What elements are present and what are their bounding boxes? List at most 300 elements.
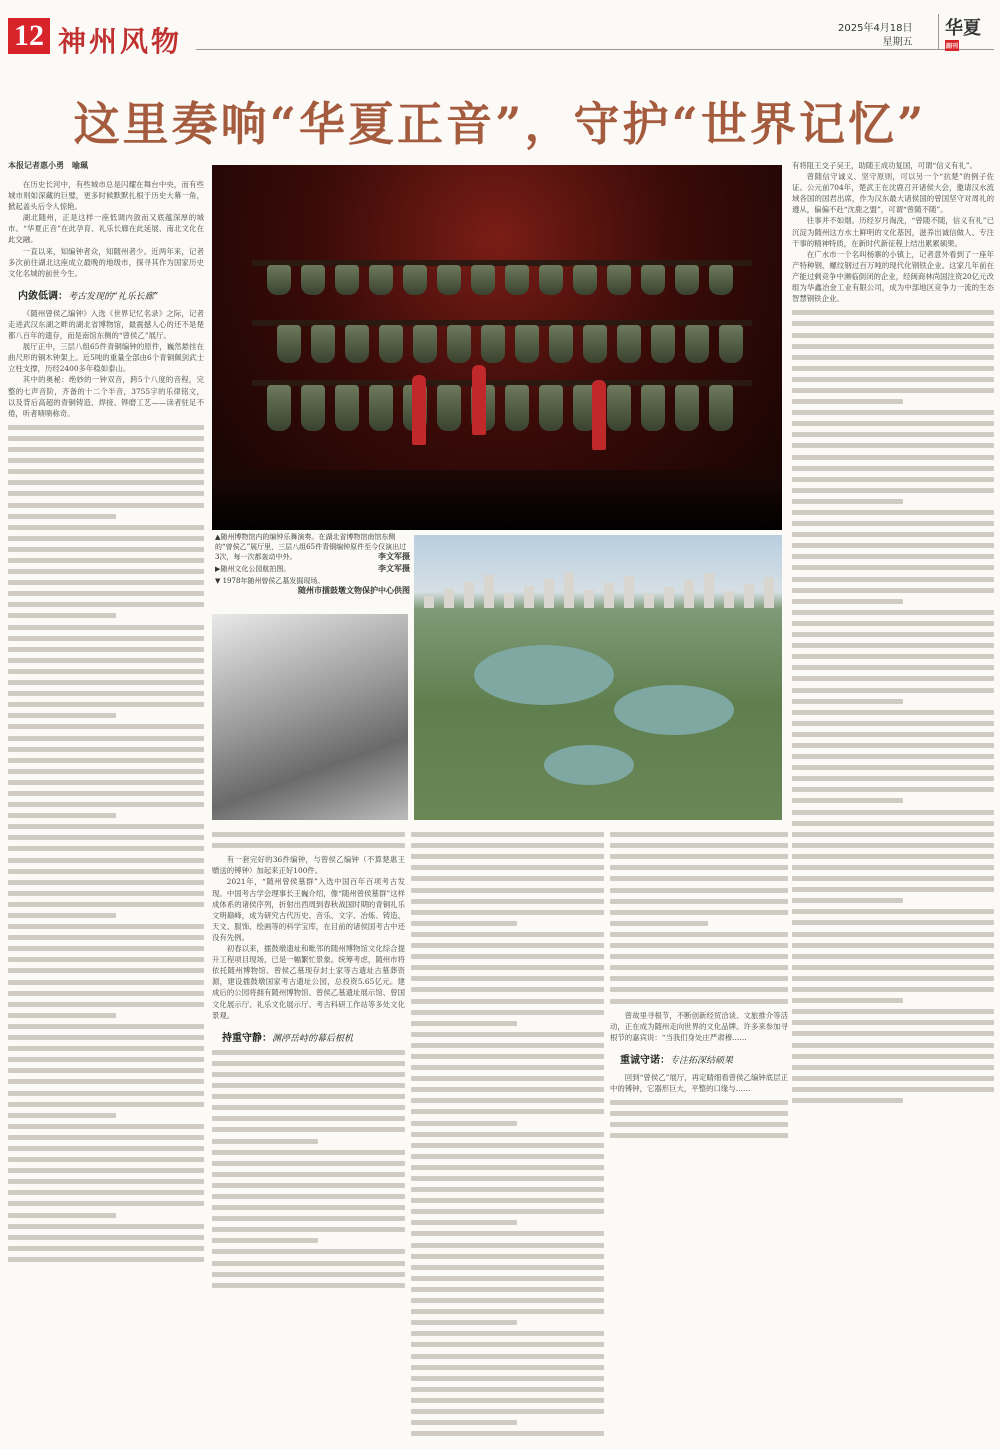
column-right [792, 160, 994, 1109]
text-line [792, 499, 903, 504]
text-line [610, 976, 788, 981]
body-text [212, 832, 405, 848]
bronze-bell [471, 265, 495, 295]
text-line [792, 377, 994, 382]
bronze-bell [515, 325, 539, 363]
bronze-bell [301, 265, 325, 295]
text-line [212, 1094, 405, 1099]
text-line [411, 932, 604, 937]
body-text [610, 832, 788, 1003]
text-line [212, 1150, 405, 1155]
text-line [610, 1111, 788, 1116]
text-line [8, 625, 204, 630]
text-line [411, 1331, 604, 1336]
text-line [411, 1220, 517, 1225]
text-line [411, 1065, 604, 1070]
text-line [411, 1165, 604, 1170]
text-line [411, 865, 604, 870]
caption-block [215, 576, 410, 596]
text-line [792, 1009, 994, 1014]
text-line [411, 1087, 604, 1092]
caption: ▶随州文化公园航拍图。 [215, 565, 291, 573]
text-line [411, 1187, 604, 1192]
bronze-bell [345, 325, 369, 363]
building [744, 584, 754, 608]
body-text-continued [792, 310, 994, 1103]
text-line [8, 869, 204, 874]
text-line [411, 1298, 604, 1303]
bronze-bell [335, 265, 359, 295]
text-line [610, 965, 788, 970]
text-line [212, 1083, 405, 1088]
text-line [8, 1235, 204, 1240]
building [664, 587, 674, 608]
building [504, 593, 514, 608]
text-line [8, 880, 204, 885]
text-line [411, 1043, 604, 1048]
text-line [212, 1227, 405, 1232]
column-mid-1 [212, 826, 405, 1294]
text-line [792, 909, 994, 914]
headline: 这里奏响“华夏正音”，守护“世界记忆” [73, 97, 927, 151]
text-line [610, 888, 788, 893]
photo-credit: 李文军摄 [378, 564, 410, 573]
bronze-bell [505, 385, 529, 431]
photo-credit: 随州市擂鼓墩文物保护中心供图 [298, 586, 410, 595]
text-line [8, 1068, 204, 1073]
text-line [8, 458, 204, 463]
text-line [792, 643, 994, 648]
intro-paragraph: 湖北随州，正是这样一座低调内敛而又底蕴深厚的城市。“华夏正音”在此孕育、礼乐长廊在此延展、南北文化在此交融。 [8, 213, 204, 245]
text-line [8, 613, 116, 618]
text-line [792, 821, 994, 826]
text-line [792, 887, 994, 892]
text-line [8, 824, 204, 829]
logo-text: 华夏 [945, 18, 981, 39]
text-line [792, 421, 994, 426]
text-line [8, 1113, 116, 1118]
text-line [792, 920, 994, 925]
text-line [792, 765, 994, 770]
text-line [8, 946, 204, 951]
text-line [792, 976, 994, 981]
body-paragraph: 曾随信守诚义、坚守原则，可以另一个“抗楚”的例子佐证。公元前704年，楚武王在沈鹿召开诸侯大会，邀请汉水流域各国的国君出席，作为汉东最大诸侯国的曾国坚守对周礼的遵从，偏偏不赴“沈鹿之盟”，可谓“曾随不随”。 [792, 172, 994, 215]
bronze-bell [583, 325, 607, 363]
text-line [792, 676, 994, 681]
text-line [610, 987, 788, 992]
text-line [411, 987, 604, 992]
body-paragraph: 曾故里寻根节，不断创新经贸洽谈、文旅推介等活动，正在成为随州走向世界的文化品牌。许多来参加寻根节的嘉宾说：“当我们身处庄严肃穆…… [610, 1010, 788, 1042]
bronze-bell [573, 265, 597, 295]
bronze-bell [641, 265, 665, 295]
text-line [792, 333, 994, 338]
text-line [8, 1257, 204, 1262]
building [624, 576, 634, 608]
text-line [792, 510, 994, 515]
text-line [792, 477, 994, 482]
building [544, 579, 554, 608]
bronze-bell [709, 265, 733, 295]
text-line [792, 743, 994, 748]
bronze-bell [267, 385, 291, 431]
text-line [411, 1309, 604, 1314]
body-paragraph: 有将阻王交子吴王，助随王成功复国，可谓“信义有礼”。 [792, 161, 977, 170]
text-line [8, 480, 204, 485]
aerial-park-photo [414, 535, 782, 820]
text-line [792, 1087, 994, 1092]
text-line [610, 921, 708, 926]
text-line [792, 776, 994, 781]
text-line [8, 647, 204, 652]
text-line [8, 713, 116, 718]
text-line [8, 991, 204, 996]
bronze-bell [539, 385, 563, 431]
text-line [792, 621, 994, 626]
body-text [212, 1050, 405, 1288]
text-line [8, 469, 204, 474]
photo-captions [215, 532, 410, 598]
text-line [792, 599, 903, 604]
text-line [212, 1272, 405, 1277]
bronze-bell [301, 385, 325, 431]
text-line [8, 1157, 204, 1162]
text-line [610, 910, 788, 915]
performer [472, 365, 486, 435]
text-line [792, 699, 903, 704]
bronze-bell [413, 325, 437, 363]
text-line [792, 1065, 994, 1070]
bronze-bell [675, 385, 699, 431]
text-line [212, 1072, 405, 1077]
text-line [212, 1194, 405, 1199]
text-line [792, 854, 994, 859]
text-line [792, 710, 994, 715]
text-line [792, 344, 994, 349]
text-line [411, 1420, 517, 1425]
text-line [792, 943, 994, 948]
text-line [8, 514, 116, 519]
text-line [792, 1076, 994, 1081]
text-line [212, 1283, 405, 1288]
performer [592, 380, 606, 450]
text-line [792, 898, 903, 903]
bronze-bell [437, 385, 461, 431]
subhead-1: 内敛低调：考古发现的“礼乐长廊” [18, 290, 159, 302]
text-line [411, 843, 604, 848]
text-line [792, 1043, 994, 1048]
text-line [792, 998, 903, 1003]
text-line [8, 791, 204, 796]
text-line [8, 436, 204, 441]
text-line [8, 1002, 204, 1007]
text-line [792, 399, 903, 404]
building [564, 572, 574, 608]
text-line [8, 658, 204, 663]
text-line [411, 954, 604, 959]
logo-tag: 副刊 [945, 40, 959, 51]
section-title: 神州风物 [58, 25, 183, 58]
photo-credit: 李文军摄 [378, 552, 410, 561]
bronze-bell [685, 325, 709, 363]
text-line [792, 1031, 994, 1036]
body-paragraph: 2021年，“随州曾侯墓群”入选中国百年百项考古发现。中国考古学会理事长王巍介绍，像“随州曾侯墓群”这样成体系的诸侯序列，折射出西周到春秋战国时期的青铜礼乐文明巅峰，成为研究古代历史、音乐、文字、冶炼、铸造、天文、服饰、绘画等的科学宝库，在目前的诸侯国考古中还没有先例。 [212, 877, 405, 942]
text-line [212, 1205, 405, 1210]
body-text-continued [8, 425, 204, 1262]
text-line [212, 1249, 405, 1254]
bronze-bell [675, 265, 699, 295]
text-line [792, 632, 994, 637]
text-line [411, 1132, 604, 1137]
text-line [792, 876, 994, 881]
text-line [8, 691, 204, 696]
text-line [792, 832, 994, 837]
text-line [792, 355, 994, 360]
text-line [411, 1032, 604, 1037]
bronze-bell [437, 265, 461, 295]
bronze-bell [369, 385, 393, 431]
masthead-logo [938, 14, 994, 50]
text-line [411, 1354, 604, 1359]
body-paragraph: 初春以来，擂鼓墩遗址和毗邻的随州博物馆文化综合提升工程项目现场，已是一幅繁忙景象。统筹考虑，随州市将依托随州博物馆、曾侯乙墓现存封土家等古遗址古墓葬资源，建设擂鼓墩国家考古遗址公园，总投资5.65亿元。建成后的公园将拥有随州博物馆、曾侯乙墓遗址展示馆、曾国文化展示厅、礼乐文化展示厅、考古科研工作站等多处文化景观。 [212, 944, 405, 1020]
body-paragraph: 展厅正中，三层八组65件青铜编钟的原件，巍然悬挂在曲尺形的铜木钟架上。近5吨的重量全部由6个青铜佩剑武士立柱支撑，历经2400多年稳如泰山。 [8, 342, 204, 374]
text-line [792, 321, 994, 326]
text-line [411, 1021, 517, 1026]
text-line [792, 1054, 994, 1059]
text-line [411, 1209, 604, 1214]
text-line [8, 780, 204, 785]
text-line [792, 721, 994, 726]
text-line [792, 432, 994, 437]
text-line [8, 591, 204, 596]
bronze-bell [277, 325, 301, 363]
text-line [610, 1100, 788, 1105]
body-paragraph: 在广水市一个名叫杨寨的小镇上，记者意外看到了一座年产特种钢、螺纹钢过百万吨的现代化钢铁企业。这家几年前在产能过剩竞争中濒临倒闭的企业，经闽商林尚国注资20亿元改组为华鑫冶金工业有限公司，成为中部地区竞争力一流的生态智慧钢铁企业。 [792, 249, 994, 304]
text-line [212, 1061, 405, 1066]
text-line [411, 1376, 604, 1381]
text-line [8, 702, 204, 707]
text-line [411, 1365, 604, 1370]
building [724, 591, 734, 608]
text-line [411, 1231, 604, 1236]
bronze-bell [481, 325, 505, 363]
text-line [8, 525, 204, 530]
text-line [212, 1116, 405, 1121]
text-line [411, 910, 604, 915]
body-paragraph: 有一套完好的36件编钟，与曾侯乙编钟（不算楚惠王赠送的镈钟）加起来正好100件。 [212, 855, 405, 876]
text-line [8, 547, 204, 552]
text-line [8, 680, 204, 685]
text-line [792, 754, 994, 759]
text-line [8, 1079, 204, 1084]
text-line [8, 724, 204, 729]
text-line [411, 1054, 604, 1059]
text-line [411, 1431, 604, 1436]
column-mid-2 [411, 826, 604, 1442]
text-line [411, 1287, 604, 1292]
text-line [8, 425, 204, 430]
text-line [8, 924, 204, 929]
text-line [411, 1176, 604, 1181]
text-line [792, 843, 994, 848]
text-line [212, 1261, 405, 1266]
text-line [792, 554, 994, 559]
text-line [212, 1139, 318, 1144]
text-line [8, 747, 204, 752]
text-line [411, 1010, 604, 1015]
text-line [792, 987, 994, 992]
text-line [8, 913, 116, 918]
caption-block [215, 532, 410, 562]
building [644, 594, 654, 608]
column-mid-3 [610, 826, 788, 1145]
bronze-bell [651, 325, 675, 363]
text-line [8, 846, 204, 851]
text-line [8, 802, 204, 807]
text-line [8, 569, 204, 574]
text-line [8, 980, 204, 985]
text-line [8, 736, 204, 741]
text-line [212, 1127, 405, 1132]
text-line [792, 865, 994, 870]
text-line [411, 1109, 604, 1114]
text-line [8, 1201, 204, 1206]
text-line [8, 503, 204, 508]
text-line [411, 1154, 604, 1159]
text-line [792, 532, 994, 537]
issue-date [838, 22, 913, 50]
bronze-bell [335, 385, 359, 431]
text-line [212, 1183, 405, 1188]
bronze-bell [447, 325, 471, 363]
lake [544, 745, 634, 785]
text-line [212, 1172, 405, 1177]
text-line [610, 876, 788, 881]
text-line [8, 957, 204, 962]
text-line [610, 899, 788, 904]
text-line [411, 832, 604, 837]
text-line [8, 1190, 204, 1195]
building [424, 596, 434, 608]
building [444, 589, 454, 608]
caption: ▼ 1978年随州曾侯乙墓发掘现场。 [215, 577, 325, 585]
text-line [792, 688, 994, 693]
text-line [8, 1013, 116, 1018]
text-line [8, 1091, 204, 1096]
text-line [8, 636, 204, 641]
text-line [8, 935, 204, 940]
bronze-bell [267, 265, 291, 295]
text-line [792, 410, 994, 415]
text-line [610, 932, 788, 937]
column-left [8, 160, 204, 1268]
text-line [411, 1076, 604, 1081]
text-line [411, 1198, 604, 1203]
text-line [792, 443, 994, 448]
text-line [610, 999, 788, 1004]
text-line [8, 669, 204, 674]
text-line [792, 310, 994, 315]
text-line [610, 854, 788, 859]
text-line [411, 1143, 604, 1148]
text-line [212, 1161, 405, 1166]
text-line [610, 843, 788, 848]
bronze-bell [505, 265, 529, 295]
text-line [411, 1265, 604, 1270]
bronze-bell [403, 265, 427, 295]
text-line [792, 654, 994, 659]
text-line [792, 732, 994, 737]
text-line [792, 455, 994, 460]
bronze-bell [719, 325, 743, 363]
body-paragraph: 《随州曾侯乙编钟》入选《世界记忆名录》之际，记者走进武汉东湖之畔的湖北省博物馆，最震撼人心的还不是楚都八百年的遗存，而是南馆东侧的“曾侯乙”展厅。 [8, 308, 204, 341]
subhead-2: 持重守静：渊渟岳峙的幕后根机 [222, 1032, 354, 1044]
lake [474, 645, 614, 705]
text-line [8, 602, 204, 607]
text-line [792, 965, 994, 970]
text-line [411, 921, 517, 926]
caption-block [215, 564, 410, 574]
text-line [792, 1020, 994, 1025]
byline: 本报记者惠小勇 喻珮 [8, 161, 88, 170]
body-text [411, 832, 604, 1436]
text-line [411, 1098, 604, 1103]
building [524, 586, 534, 608]
text-line [212, 832, 405, 837]
weekday-text: 星期五 [882, 37, 913, 48]
intro-paragraph: 在历史长河中，有些城市总是闪耀在舞台中央，而有些城市则如深藏的巨璧，更多时候默默扎根于历史大幕一角，掀起盖头后令人惊艳。 [8, 180, 204, 212]
intro-paragraph: 一直以来，知编钟者众，知随州者少。近两年来，记者多次前往湖北这座成立最晚的地级市，探寻其作为国家历史文化名城的前世今生。 [8, 246, 204, 278]
text-line [792, 798, 903, 803]
bronze-bell [549, 325, 573, 363]
text-line [792, 787, 994, 792]
text-line [411, 899, 604, 904]
building [484, 575, 494, 608]
text-line [212, 1050, 405, 1055]
text-line [411, 976, 604, 981]
body-paragraph: 其中的奥秘：绝妙的一钟双音，跨5个八度的音程，完整的七声音阶，齐备的十二个半音，3755字的乐律铭文，以及背后高超的青铜铸造、焊接、铧磨工艺——读者驻足不倦，听者啧啧称奇。 [8, 375, 204, 418]
text-line [8, 1102, 204, 1107]
bronze-bell [311, 325, 335, 363]
body-paragraph: 回到“曾侯乙”展厅，再定睛细看曾侯乙编钟底层正中的镈钟，它器形巨大，平整的口缘与…… [610, 1072, 788, 1093]
building [584, 590, 594, 608]
text-line [792, 932, 994, 937]
text-line [8, 858, 204, 863]
text-line [610, 1133, 788, 1138]
text-line [411, 965, 604, 970]
text-line [792, 521, 994, 526]
bronze-bell [607, 265, 631, 295]
caption: ▲随州博物馆内的编钟乐舞演奏。在湖北省博物馆南馆东侧的“曾侯乙”展厅里，三层八组65件青铜编钟原件至今仅演出过3次，每一次都轰动中外。 [215, 533, 407, 561]
building [604, 583, 614, 608]
body-text [610, 1100, 788, 1138]
text-line [8, 1213, 116, 1218]
text-line [792, 543, 994, 548]
text-line [610, 943, 788, 948]
text-line [411, 1254, 604, 1259]
text-line [8, 1224, 204, 1229]
text-line [8, 1024, 204, 1029]
text-line [8, 1124, 204, 1129]
text-line [8, 1246, 204, 1251]
building [464, 582, 474, 608]
text-line [411, 888, 604, 893]
text-line [8, 835, 204, 840]
bronze-bell [607, 385, 631, 431]
bell-performance-photo [212, 165, 782, 530]
building [684, 580, 694, 608]
text-line [8, 758, 204, 763]
text-line [792, 954, 994, 959]
